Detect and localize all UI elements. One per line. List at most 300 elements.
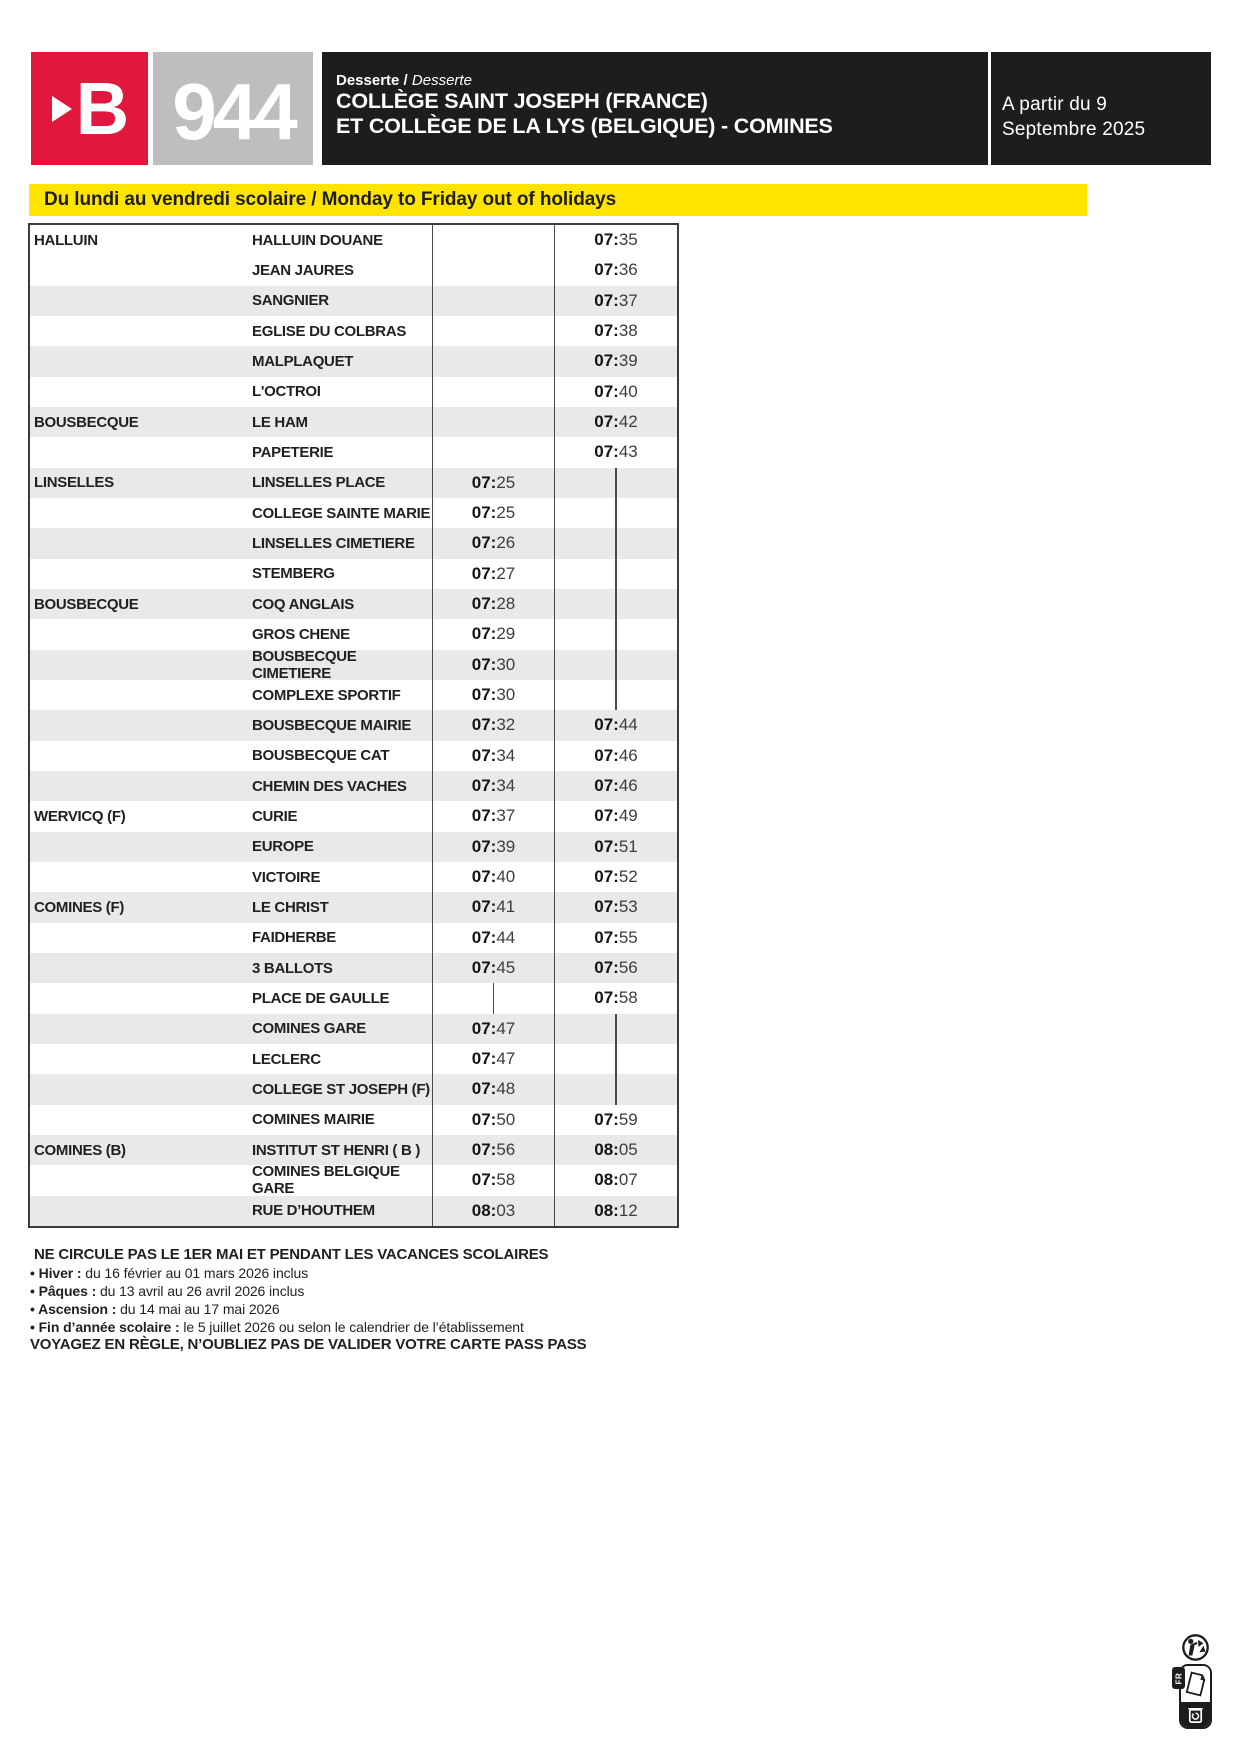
- stop-name-cell: COMINES BELGIQUE GARE: [252, 1165, 400, 1196]
- departure1-cell: [432, 832, 554, 862]
- time-minute: 50: [496, 1109, 516, 1129]
- time-hour: 07:: [594, 927, 619, 947]
- departure1-cell: [432, 650, 554, 680]
- departure1-cell: [432, 1044, 554, 1074]
- departure2-cell: [554, 650, 677, 680]
- time-minute: 58: [618, 988, 638, 1008]
- departure1-cell: [432, 346, 554, 376]
- timetable-row: [30, 437, 677, 467]
- recycle-bin-icon: [1181, 1702, 1210, 1727]
- departure2-cell: [554, 286, 677, 316]
- time-hour: 07:: [594, 867, 619, 887]
- route-title-line2: ET COLLÈGE DE LA LYS (BELGIQUE) - COMINES: [336, 114, 833, 138]
- time-hour: 07:: [594, 745, 619, 765]
- timetable-row: [30, 619, 677, 649]
- departure2-cell: [554, 983, 677, 1013]
- commune-cell: BOUSBECQUE: [34, 413, 139, 431]
- commune-cell: BOUSBECQUE: [34, 595, 139, 613]
- commune-cell: [30, 983, 252, 1013]
- timetable-row: [30, 650, 677, 680]
- footnote-closing: VOYAGEZ EN RÈGLE, N’OUBLIEZ PAS DE VALIDER VOTRE CARTE PASS PASS: [30, 1336, 587, 1353]
- footnote-item-text: du 14 mai au 17 mai 2026: [120, 1301, 280, 1317]
- departure1-cell: [432, 225, 554, 255]
- departure2-cell: [554, 923, 677, 953]
- commune-cell: [30, 1165, 252, 1195]
- stop-name-cell: GROS CHENE: [252, 625, 350, 643]
- departure1-cell: [432, 407, 554, 437]
- continuation-line: [493, 983, 495, 1013]
- departure1-cell: [432, 468, 554, 498]
- time-hour: 07:: [594, 351, 619, 371]
- time-minute: 44: [496, 927, 516, 947]
- line-number: 944: [172, 66, 294, 156]
- time-hour: 07:: [594, 412, 619, 432]
- departure1-cell: [432, 1074, 554, 1104]
- service-type-line: [336, 72, 988, 89]
- departure1-cell: [432, 255, 554, 285]
- fr-country-tab: [1172, 1667, 1185, 1689]
- commune-cell: [30, 650, 252, 680]
- continuation-line: [615, 619, 617, 649]
- time-hour: 08:: [471, 1200, 497, 1220]
- stop-name-cell: COMINES MAIRIE: [252, 1111, 375, 1129]
- departure2-cell: [554, 316, 677, 346]
- service-type-label-italic: Desserte: [411, 72, 472, 89]
- time-minute: 37: [496, 806, 516, 826]
- time-hour: 08:: [594, 1140, 619, 1159]
- time-minute: 52: [618, 867, 638, 887]
- continuation-line: [615, 680, 617, 710]
- departure1-cell: [432, 286, 554, 316]
- commune-cell: HALLUIN: [34, 231, 98, 249]
- departure2-cell: [554, 680, 677, 710]
- footnote-item-text: le 5 juillet 2026 ou selon le calendrier de l’établissement: [183, 1319, 524, 1335]
- time-hour: 07:: [471, 1170, 497, 1190]
- time-minute: 49: [618, 806, 638, 826]
- stop-name-cell: FAIDHERBE: [252, 929, 336, 947]
- departure2-cell: [554, 498, 677, 528]
- stop-name-cell: LE CHRIST: [252, 898, 329, 916]
- time-hour: 07:: [471, 958, 497, 978]
- stop-name-cell: COMINES GARE: [252, 1020, 366, 1038]
- time-minute: 48: [496, 1079, 516, 1099]
- time-minute: 47: [496, 1049, 516, 1069]
- stop-name-cell: BOUSBECQUE MAIRIE: [252, 716, 412, 734]
- time-hour: 07:: [594, 776, 619, 796]
- timetable-row: [30, 983, 677, 1013]
- time-hour: 07:: [594, 442, 619, 462]
- commune-cell: [30, 498, 252, 528]
- departure2-cell: [554, 1074, 677, 1104]
- time-hour: 07:: [471, 1140, 497, 1159]
- time-minute: 43: [618, 442, 638, 462]
- time-hour: 07:: [594, 1109, 619, 1129]
- departure1-cell: [432, 741, 554, 771]
- departure2-cell: [554, 528, 677, 558]
- time-hour: 07:: [594, 958, 619, 978]
- departure1-cell: [432, 923, 554, 953]
- time-hour: 08:: [594, 1170, 619, 1190]
- departure1-cell: [432, 862, 554, 892]
- time-hour: 07:: [471, 897, 497, 917]
- departure1-cell: [432, 1196, 554, 1226]
- departure1-cell: [432, 983, 554, 1013]
- time-hour: 07:: [471, 685, 497, 705]
- logo-arrow-icon: [52, 96, 72, 122]
- time-hour: 07:: [594, 836, 619, 856]
- time-minute: 05: [618, 1140, 638, 1159]
- commune-cell: COMINES (F): [34, 898, 125, 916]
- departure2-cell: [554, 1044, 677, 1074]
- time-minute: 07: [618, 1170, 638, 1190]
- time-minute: 37: [618, 290, 638, 310]
- timetable-row: [30, 680, 677, 710]
- footnote-item: [30, 1282, 730, 1300]
- departure2-cell: [554, 832, 677, 862]
- departure2-cell: [554, 468, 677, 498]
- time-minute: 30: [496, 685, 516, 705]
- time-minute: 46: [618, 776, 638, 796]
- departure2-cell: [554, 771, 677, 801]
- time-hour: 07:: [594, 321, 619, 341]
- departure1-cell: [432, 1135, 554, 1165]
- timetable-row: [30, 225, 677, 255]
- stop-name-cell: BOUSBECQUE CIMETIERE: [252, 649, 357, 680]
- time-hour: 07:: [594, 260, 619, 280]
- footnote-list: [30, 1264, 730, 1336]
- footnotes: [30, 1246, 730, 1354]
- timetable-row: [30, 771, 677, 801]
- time-hour: 07:: [471, 1018, 497, 1038]
- time-hour: 07:: [471, 1079, 497, 1099]
- stop-name-cell: MALPLAQUET: [252, 352, 354, 370]
- timetable-row: [30, 407, 677, 437]
- footnote-item: [30, 1318, 730, 1336]
- validity-box: A partir du 9 Septembre 2025: [991, 52, 1211, 165]
- departure2-cell: [554, 710, 677, 740]
- time-minute: 38: [618, 321, 638, 341]
- commune-cell: [30, 346, 252, 376]
- departure2-cell: [554, 407, 677, 437]
- stop-name-cell: PLACE DE GAULLE: [252, 989, 390, 1007]
- timetable-row: [30, 1165, 677, 1195]
- stop-name-cell: LE HAM: [252, 413, 308, 431]
- time-minute: 56: [496, 1140, 516, 1159]
- line-number-box: [153, 52, 313, 165]
- time-hour: 07:: [471, 472, 497, 492]
- commune-cell: LINSELLES: [34, 474, 114, 492]
- time-hour: 07:: [471, 867, 497, 887]
- commune-cell: [30, 255, 252, 285]
- time-minute: 03: [496, 1200, 516, 1220]
- departure2-cell: [554, 1105, 677, 1135]
- commune-cell: [30, 559, 252, 589]
- day-banner: [29, 184, 1087, 216]
- continuation-line: [615, 1074, 617, 1104]
- footnote-item-text: du 13 avril au 26 avril 2026 inclus: [99, 1283, 305, 1299]
- time-minute: 25: [496, 472, 516, 492]
- time-hour: 07:: [594, 897, 619, 917]
- route-title-box: [322, 52, 988, 165]
- logo-letter: B: [75, 66, 128, 150]
- stop-name-cell: EGLISE DU COLBRAS: [252, 322, 407, 340]
- departure2-cell: [554, 953, 677, 983]
- paper-sheet-icon: [1181, 1666, 1210, 1702]
- time-hour: 07:: [471, 1049, 497, 1069]
- timetable-row: [30, 923, 677, 953]
- timetable-row: [30, 892, 677, 922]
- departure1-cell: [432, 498, 554, 528]
- commune-cell: [30, 1044, 252, 1074]
- timetable-row: [30, 468, 677, 498]
- commune-cell: [30, 923, 252, 953]
- time-hour: 07:: [471, 806, 497, 826]
- timetable-row: [30, 528, 677, 558]
- stop-name-cell: CURIE: [252, 807, 298, 825]
- commune-cell: [30, 710, 252, 740]
- time-hour: 07:: [471, 745, 497, 765]
- time-hour: 07:: [471, 927, 497, 947]
- continuation-line: [615, 1014, 617, 1044]
- time-minute: 28: [496, 594, 516, 614]
- departure1-cell: [432, 316, 554, 346]
- stop-name-cell: EUROPE: [252, 838, 314, 856]
- departure1-cell: [432, 953, 554, 983]
- time-minute: 55: [618, 927, 638, 947]
- commune-cell: [30, 377, 252, 407]
- time-minute: 30: [496, 654, 516, 674]
- departure1-cell: [432, 1014, 554, 1044]
- time-minute: 45: [496, 958, 516, 978]
- timetable-row: [30, 559, 677, 589]
- departure1-cell: [432, 528, 554, 558]
- time-minute: 56: [618, 958, 638, 978]
- departure2-cell: [554, 346, 677, 376]
- departure1-cell: [432, 801, 554, 831]
- footnote-item: [30, 1300, 730, 1318]
- commune-cell: [30, 1196, 252, 1226]
- stop-name-cell: JEAN JAURES: [252, 261, 354, 279]
- commune-cell: [30, 862, 252, 892]
- departure2-cell: [554, 892, 677, 922]
- stop-name-cell: STEMBERG: [252, 565, 335, 583]
- continuation-line: [615, 468, 617, 498]
- commune-cell: COMINES (B): [34, 1141, 126, 1159]
- footnote-item-label: • Pâques :: [30, 1283, 100, 1299]
- info-tri-paper-icon: [1172, 1664, 1214, 1730]
- time-hour: 07:: [471, 503, 497, 523]
- stop-name-cell: BOUSBECQUE CAT: [252, 747, 390, 765]
- departure2-cell: [554, 589, 677, 619]
- departure1-cell: [432, 589, 554, 619]
- network-logo: [31, 52, 148, 165]
- time-hour: 07:: [471, 836, 497, 856]
- departure1-cell: [432, 892, 554, 922]
- commune-cell: [30, 528, 252, 558]
- departure1-cell: [432, 771, 554, 801]
- departure2-cell: [554, 559, 677, 589]
- commune-cell: [30, 832, 252, 862]
- time-hour: 07:: [471, 654, 497, 674]
- time-hour: 07:: [594, 290, 619, 310]
- commune-cell: [30, 953, 252, 983]
- continuation-line: [615, 528, 617, 558]
- time-minute: 35: [618, 230, 638, 250]
- time-minute: 36: [618, 260, 638, 280]
- commune-cell: [30, 316, 252, 346]
- time-hour: 07:: [594, 715, 619, 735]
- commune-cell: [30, 619, 252, 649]
- timetable-row: [30, 832, 677, 862]
- departure2-cell: [554, 377, 677, 407]
- time-minute: 51: [618, 836, 638, 856]
- timetable-row: [30, 1044, 677, 1074]
- departure2-cell: [554, 255, 677, 285]
- time-hour: 07:: [471, 563, 497, 583]
- commune-cell: [30, 286, 252, 316]
- time-minute: 40: [618, 381, 638, 401]
- commune-cell: [30, 1014, 252, 1044]
- route-title-line1: COLLÈGE SAINT JOSEPH (FRANCE): [336, 89, 708, 113]
- time-hour: 07:: [471, 776, 497, 796]
- departure2-cell: [554, 741, 677, 771]
- timetable-row: [30, 286, 677, 316]
- stop-name-cell: LINSELLES CIMETIERE: [252, 534, 415, 552]
- departure1-cell: [432, 437, 554, 467]
- time-minute: 26: [496, 533, 516, 553]
- timetable-row: [30, 346, 677, 376]
- time-minute: 44: [618, 715, 638, 735]
- footnote-item-text: du 16 février au 01 mars 2026 inclus: [85, 1265, 309, 1281]
- time-minute: 25: [496, 503, 516, 523]
- time-minute: 39: [618, 351, 638, 371]
- continuation-line: [615, 1044, 617, 1074]
- timetable-row: [30, 255, 677, 285]
- stop-name-cell: COQ ANGLAIS: [252, 595, 354, 613]
- commune-cell: WERVICQ (F): [34, 807, 126, 825]
- commune-cell: [30, 1105, 252, 1135]
- stop-name-cell: LECLERC: [252, 1050, 321, 1068]
- departure1-cell: [432, 377, 554, 407]
- time-minute: 40: [496, 867, 516, 887]
- time-hour: 07:: [471, 715, 497, 735]
- timetable-row: [30, 1135, 677, 1165]
- stop-name-cell: INSTITUT ST HENRI ( B ): [252, 1141, 421, 1159]
- commune-cell: [30, 771, 252, 801]
- timetable-row: [30, 862, 677, 892]
- departure2-cell: [554, 801, 677, 831]
- footnote-item-label: • Fin d’année scolaire :: [30, 1319, 184, 1335]
- service-type-label: Desserte /: [336, 72, 408, 89]
- stop-name-cell: VICTOIRE: [252, 868, 321, 886]
- timetable-row: [30, 1074, 677, 1104]
- timetable-row: [30, 1105, 677, 1135]
- timetable: [28, 223, 679, 1228]
- time-minute: 58: [496, 1170, 516, 1190]
- time-hour: 07:: [594, 806, 619, 826]
- triman-recycling-icon: [1181, 1632, 1210, 1663]
- footnote-item: [30, 1264, 730, 1282]
- departure2-cell: [554, 1165, 677, 1195]
- stop-name-cell: PAPETERIE: [252, 443, 334, 461]
- timetable-row: [30, 1014, 677, 1044]
- stop-name-cell: L'OCTROI: [252, 383, 321, 401]
- departure2-cell: [554, 1014, 677, 1044]
- timetable-row: [30, 953, 677, 983]
- time-minute: 59: [618, 1109, 638, 1129]
- fr-label: FR: [1173, 1672, 1183, 1684]
- time-minute: 12: [618, 1200, 638, 1220]
- departure2-cell: [554, 225, 677, 255]
- footnote-item-label: • Ascension :: [30, 1301, 121, 1317]
- stop-name-cell: COMPLEXE SPORTIF: [252, 686, 401, 704]
- stop-name-cell: COLLEGE SAINTE MARIE: [252, 504, 431, 522]
- timetable-row: [30, 589, 677, 619]
- time-hour: 07:: [471, 533, 497, 553]
- departure1-cell: [432, 559, 554, 589]
- departure2-cell: [554, 1196, 677, 1226]
- commune-cell: [30, 1074, 252, 1104]
- time-minute: 53: [618, 897, 638, 917]
- departure1-cell: [432, 1165, 554, 1195]
- footnote-heading: NE CIRCULE PAS LE 1ER MAI ET PENDANT LES VACANCES SCOLAIRES: [34, 1246, 549, 1263]
- time-minute: 41: [496, 897, 516, 917]
- commune-cell: [30, 741, 252, 771]
- logo-b-mark: [52, 66, 128, 150]
- time-hour: 07:: [471, 624, 497, 644]
- time-minute: 29: [496, 624, 516, 644]
- timetable-row: [30, 316, 677, 346]
- time-hour: 07:: [471, 594, 497, 614]
- continuation-line: [615, 650, 617, 680]
- time-minute: 34: [496, 776, 516, 796]
- departure1-cell: [432, 1105, 554, 1135]
- continuation-line: [615, 498, 617, 528]
- timetable-row: [30, 801, 677, 831]
- timetable-row: [30, 377, 677, 407]
- time-minute: 34: [496, 745, 516, 765]
- time-hour: 07:: [471, 1109, 497, 1129]
- timetable-row: [30, 710, 677, 740]
- stop-name-cell: LINSELLES PLACE: [252, 474, 386, 492]
- departure1-cell: [432, 710, 554, 740]
- time-minute: 47: [496, 1018, 516, 1038]
- stop-name-cell: HALLUIN DOUANE: [252, 231, 383, 249]
- time-minute: 27: [496, 563, 516, 583]
- departure2-cell: [554, 437, 677, 467]
- time-minute: 39: [496, 836, 516, 856]
- day-banner-label: Du lundi au vendredi scolaire / Monday to Friday out of holidays: [44, 189, 617, 210]
- departure1-cell: [432, 619, 554, 649]
- departure2-cell: [554, 862, 677, 892]
- time-hour: 07:: [594, 381, 619, 401]
- stop-name-cell: CHEMIN DES VACHES: [252, 777, 407, 795]
- timetable-row: [30, 1196, 677, 1226]
- departure2-cell: [554, 1135, 677, 1165]
- time-hour: 07:: [594, 988, 619, 1008]
- time-hour: 07:: [594, 230, 619, 250]
- continuation-line: [615, 559, 617, 589]
- time-minute: 42: [618, 412, 638, 432]
- timetable-row: [30, 498, 677, 528]
- stop-name-cell: 3 BALLOTS: [252, 959, 333, 977]
- stop-name-cell: COLLEGE ST JOSEPH (F): [252, 1080, 430, 1098]
- footnote-item-label: • Hiver :: [30, 1265, 86, 1281]
- departure1-cell: [432, 680, 554, 710]
- timetable-row: [30, 741, 677, 771]
- commune-cell: [30, 680, 252, 710]
- time-minute: 32: [496, 715, 516, 735]
